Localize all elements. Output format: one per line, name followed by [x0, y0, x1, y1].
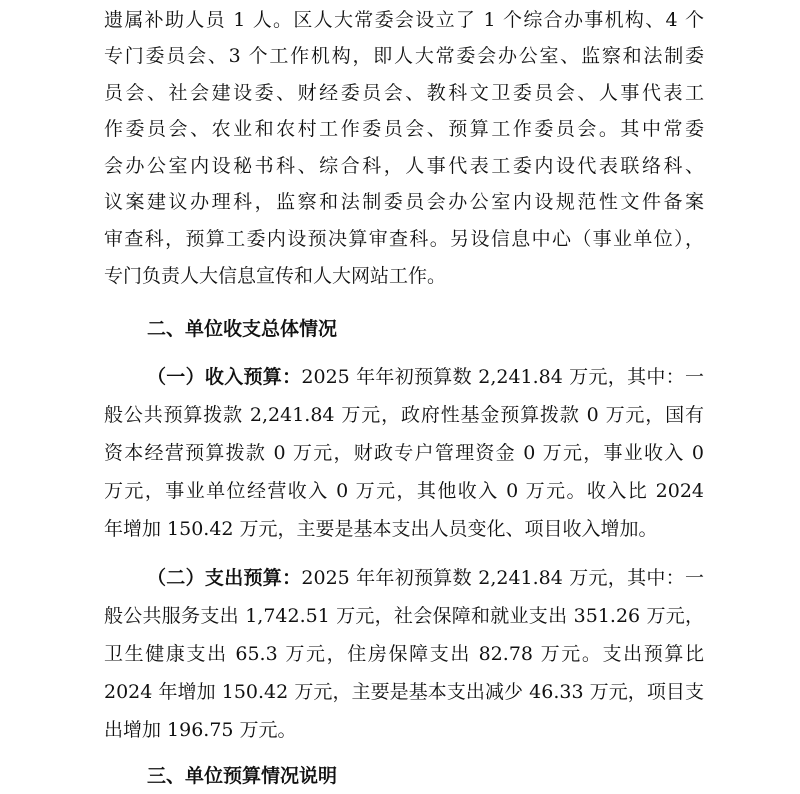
paragraph-line: 作委员会、农业和农村工作委员会、预算工作委员会。其中常委 — [104, 118, 704, 140]
paragraph-line: 卫生健康支出 65.3 万元，住房保障支出 82.78 万元。支出预算比 — [104, 643, 704, 665]
paragraph-line: 资本经营预算拨款 0 万元，财政专户管理资金 0 万元，事业收入 0 — [104, 442, 704, 464]
expenditure-first-line — [147, 560, 704, 596]
paragraph-line: 遗属补助人员 1 人。区人大常委会设立了 1 个综合办事机构、4 个 — [104, 9, 704, 31]
paragraph-line: 万元，事业单位经营收入 0 万元，其他收入 0 万元。收入比 2024 — [104, 480, 704, 502]
paragraph-line: 员会、社会建设委、财经委员会、教科文卫委员会、人事代表工 — [104, 82, 704, 104]
expenditure-first-line-text: 2025 年年初预算数 2,241.84 万元，其中：一 — [301, 567, 704, 589]
income-label: （一）收入预算： — [147, 366, 302, 388]
paragraph-line: 出增加 196.75 万元。 — [104, 719, 297, 741]
income-first-line-text: 2025 年年初预算数 2,241.84 万元，其中：一 — [301, 366, 704, 388]
paragraph-line: 年增加 150.42 万元，主要是基本支出人员变化、项目收入增加。 — [104, 518, 658, 540]
expenditure-label: （二）支出预算： — [147, 567, 302, 589]
paragraph-line: 会办公室内设秘书科、综合科，人事代表工委内设代表联络科、 — [104, 155, 704, 177]
paragraph-line: 审查科，预算工委内设预决算审查科。另设信息中心（事业单位）， — [104, 228, 704, 250]
paragraph-line: 般公共服务支出 1,742.51 万元，社会保障和就业支出 351.26 万元， — [104, 605, 704, 627]
paragraph-line: 2024 年增加 150.42 万元，主要是基本支出减少 46.33 万元，项目支 — [104, 681, 704, 703]
paragraph-line: 般公共预算拨款 2,241.84 万元，政府性基金预算拨款 0 万元，国有 — [104, 404, 704, 426]
paragraph-line: 议案建议办理科，监察和法制委员会办公室内设规范性文件备案 — [104, 191, 704, 213]
paragraph-line: 专门委员会、3 个工作机构，即人大常委会办公室、监察和法制委 — [104, 45, 704, 67]
section-heading: 三、单位预算情况说明 — [147, 765, 338, 787]
income-first-line — [147, 359, 704, 395]
paragraph-line: 专门负责人大信息宣传和人大网站工作。 — [104, 265, 447, 287]
section-heading: 二、单位收支总体情况 — [147, 318, 338, 340]
